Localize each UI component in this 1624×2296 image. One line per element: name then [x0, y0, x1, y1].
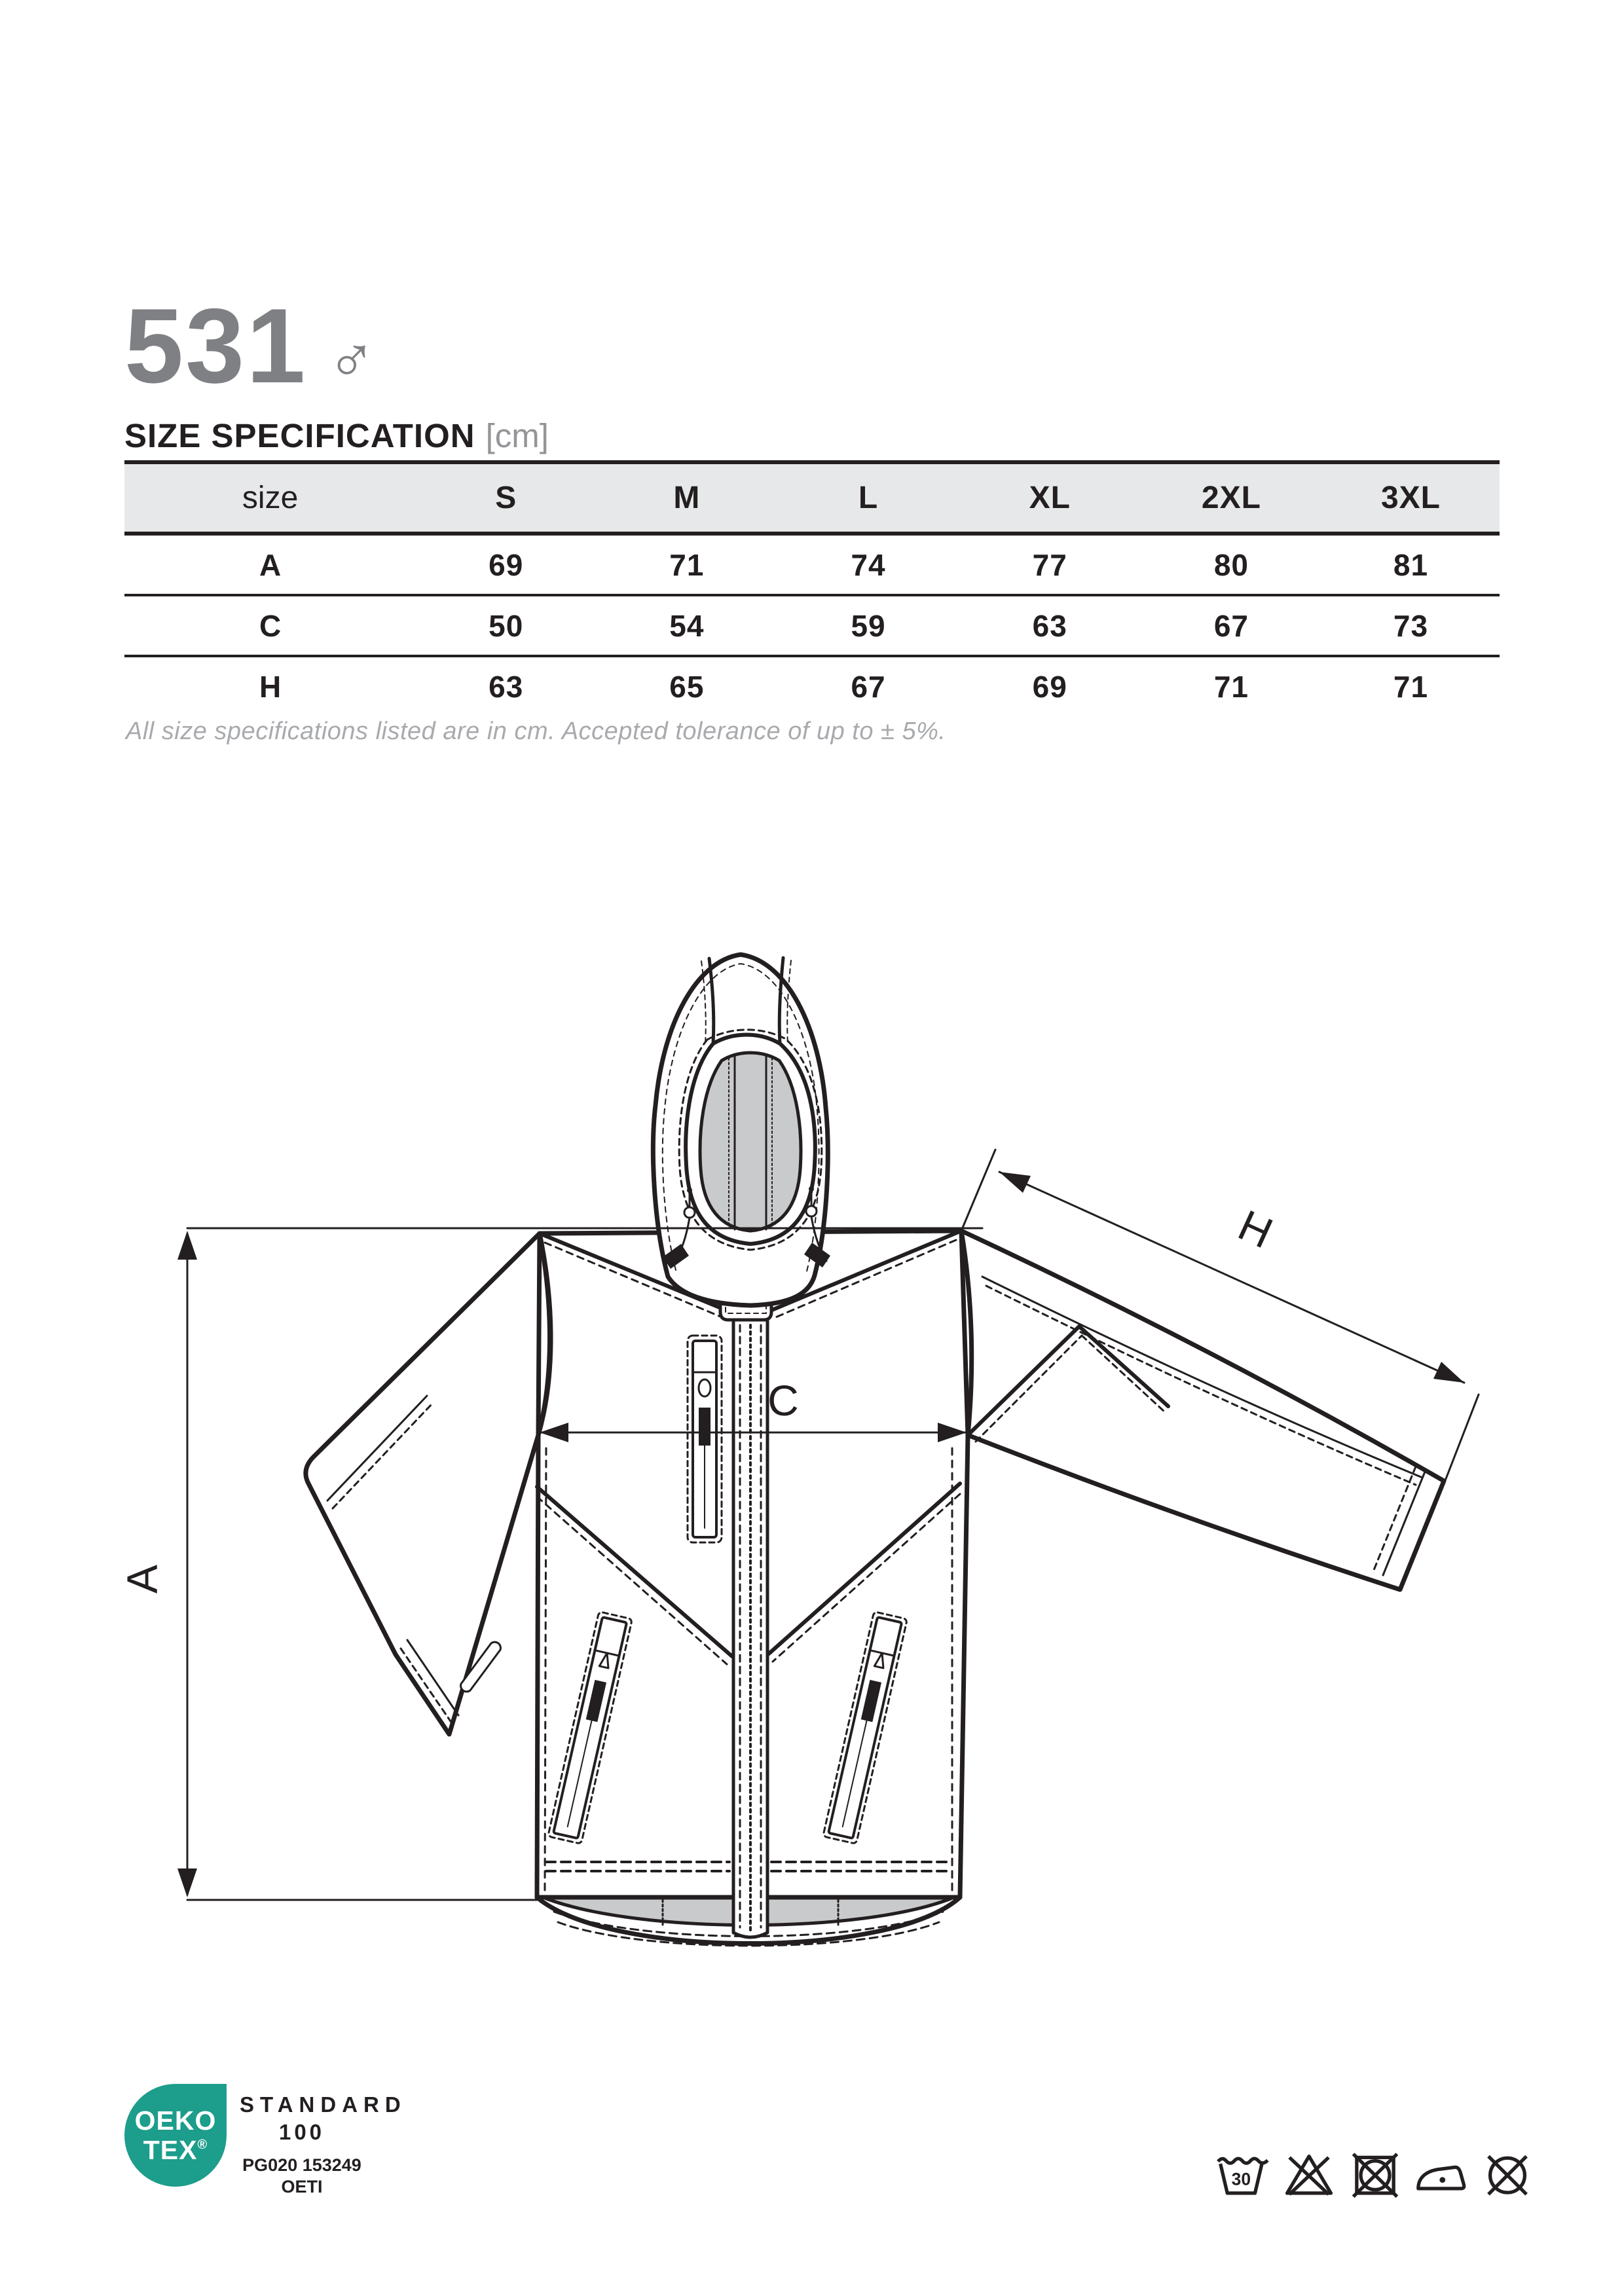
dimension-label-h: H [1231, 1200, 1280, 1258]
chest-zip-pocket [688, 1336, 722, 1542]
dimension-label-c: C [767, 1376, 799, 1425]
table-cell: 73 [1393, 608, 1429, 643]
table-cell: 54 [669, 608, 705, 643]
table-cell: 74 [851, 547, 886, 582]
table-cell: 63 [489, 669, 524, 704]
registered-mark: ® [197, 2137, 208, 2152]
table-cell: 71 [669, 547, 705, 582]
column-header: 3XL [1380, 481, 1441, 515]
oeko-tex-logo [124, 2084, 227, 2187]
table-cell: 67 [1213, 608, 1249, 643]
row-label: H [259, 669, 282, 704]
column-header: M [673, 481, 701, 515]
table-cell: 69 [1032, 669, 1067, 704]
dimension-label-a: A [118, 1564, 166, 1594]
column-header: size [242, 481, 299, 515]
tolerance-note: All size specifications listed are in cm. Accepted tolerance of up to ± 5%. [126, 718, 946, 745]
row-label: A [259, 547, 282, 582]
table-cell: 50 [489, 608, 524, 643]
table-cell: 59 [851, 608, 886, 643]
oeko-logo-line2: TEX [143, 2134, 198, 2165]
table-cell: 81 [1393, 547, 1429, 582]
table-cell: 69 [489, 547, 524, 582]
do-not-bleach-icon [1280, 2149, 1338, 2198]
table-cell: 65 [669, 669, 705, 704]
section-unit: [cm] [485, 417, 549, 454]
table-cell: 67 [851, 669, 886, 704]
certification-institute: OETI [281, 2177, 323, 2196]
certification-text [240, 2092, 407, 2197]
table-cell: 71 [1393, 669, 1429, 704]
column-header: 2XL [1201, 481, 1261, 515]
male-symbol-icon: ♂ [327, 323, 377, 397]
table-cell: 80 [1213, 547, 1249, 582]
table-cell: 71 [1213, 669, 1249, 704]
wash-30-icon [1214, 2149, 1272, 2198]
do-not-tumble-dry-icon [1346, 2149, 1404, 2198]
iron-one-dot-icon [1412, 2149, 1470, 2198]
column-header: L [858, 481, 879, 515]
product-code: 531 [124, 287, 308, 405]
certification-standard: STANDARD [240, 2092, 407, 2117]
row-label: C [259, 608, 282, 643]
section-title: SIZE SPECIFICATION [124, 417, 475, 454]
certification-number: 100 [278, 2120, 325, 2144]
oeko-logo-line1: OEKO [134, 2105, 217, 2136]
column-header: S [495, 481, 517, 515]
care-symbols [1214, 2149, 1536, 2198]
certification-code: PG020 153249 [242, 2155, 361, 2175]
do-not-dry-clean-icon [1479, 2149, 1536, 2198]
table-cell: 63 [1032, 608, 1067, 643]
svg-text:30: 30 [1231, 2169, 1251, 2189]
column-header: XL [1029, 481, 1071, 515]
table-cell: 77 [1032, 547, 1067, 582]
